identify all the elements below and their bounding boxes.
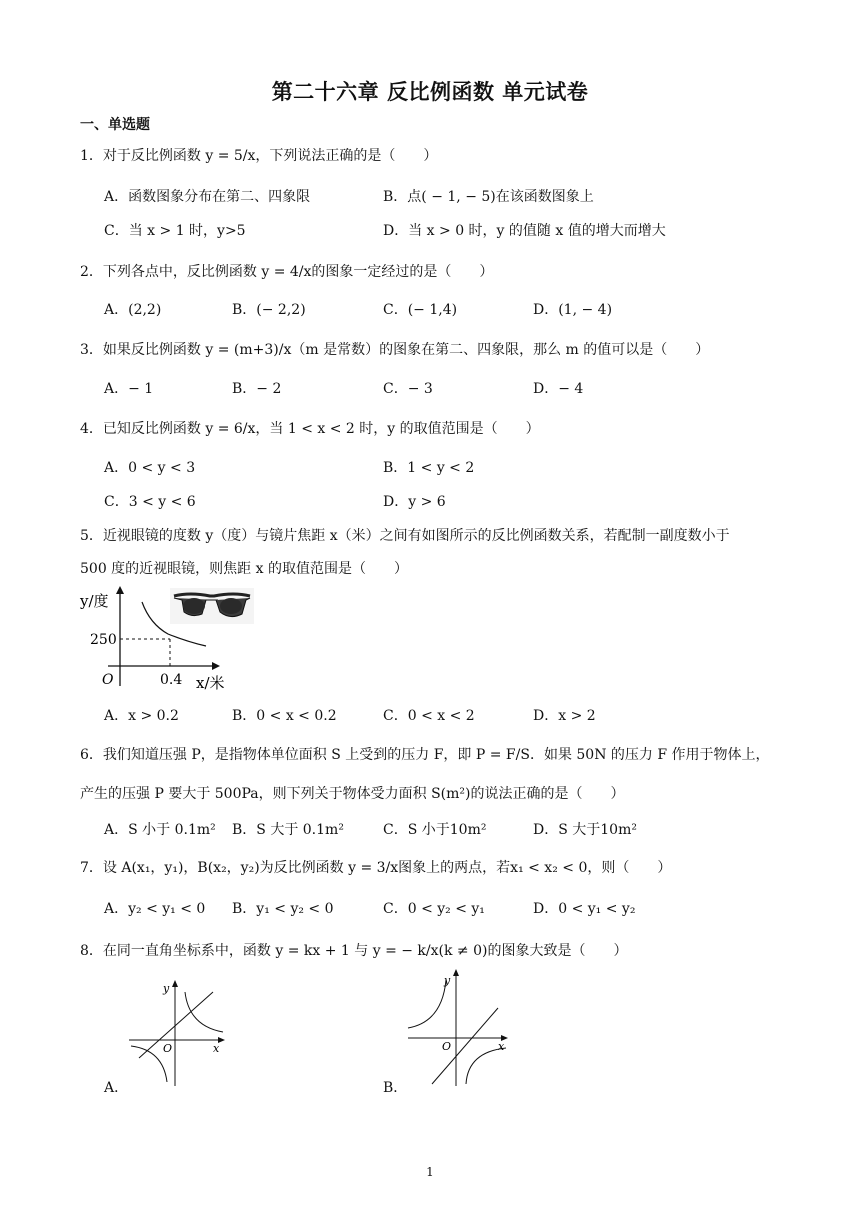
q4-option-a: A．0 < y < 3	[104, 460, 196, 476]
q4-option-d: D．y > 6	[383, 494, 446, 510]
q2-option-a: A．(2,2)	[104, 302, 162, 318]
q6-option-b: B．S 大于 0.1m²	[232, 822, 344, 838]
q5-option-b: B．0 < x < 0.2	[232, 708, 337, 724]
graph-a-y-label: y	[163, 982, 170, 995]
section-heading: 一、单选题	[80, 117, 150, 133]
sunglasses-image	[170, 588, 254, 624]
graph-a-origin: O	[163, 1042, 173, 1055]
q7-option-b: B．y₁ < y₂ < 0	[232, 901, 334, 917]
question-4-stem: 4．已知反比例函数 y = 6/x，当 1 < x < 2 时，y 的取值范围是（ ）	[80, 421, 540, 437]
page-number: 1	[426, 1165, 434, 1179]
q3-option-a: A．− 1	[104, 381, 154, 397]
q5-option-c: C．0 < x < 2	[383, 708, 475, 724]
q5-xtick: 0.4	[160, 672, 183, 688]
q7-option-a: A．y₂ < y₁ < 0	[104, 901, 206, 917]
q5-ytick: 250	[90, 632, 117, 648]
q2-option-c: C．(− 1,4)	[383, 302, 458, 318]
graph-b-x-label: x	[498, 1040, 505, 1053]
question-1-stem: 1．对于反比例函数 y = 5/x，下列说法正确的是（ ）	[80, 148, 438, 164]
q4-option-c: C．3 < y < 6	[104, 494, 196, 510]
q8-graph-a	[125, 978, 231, 1090]
question-7-stem: 7．设 A(x₁，y₁)，B(x₂，y₂)为反比例函数 y = 3/x图象上的两点，若x₁ < x₂ < 0，则（ ）	[80, 860, 672, 876]
q2-option-b: B．(− 2,2)	[232, 302, 306, 318]
q8-graph-b	[404, 966, 516, 1090]
q5-option-d: D．x > 2	[533, 708, 596, 724]
question-5-stem: 5．近视眼镜的度数 y（度）与镜片焦距 x（米）之间有如图所示的反比例函数关系，若配制一副度数小于	[80, 528, 730, 544]
q8-option-b: B．	[383, 1080, 408, 1096]
question-8-stem: 8．在同一直角坐标系中，函数 y = kx + 1 与 y = − k/x(k ≠ 0)的图象大致是（ ）	[80, 943, 628, 959]
q7-option-c: C．0 < y₂ < y₁	[383, 901, 485, 917]
q3-option-b: B．− 2	[232, 381, 282, 397]
graph-b-origin: O	[442, 1040, 452, 1053]
q5-ylabel: y/度	[80, 592, 109, 610]
page-title: 第二十六章 反比例函数 单元试卷	[271, 80, 589, 104]
q2-option-d: D．(1, − 4)	[533, 302, 613, 318]
q7-option-d: D．0 < y₁ < y₂	[533, 901, 636, 917]
q1-option-a: A．函数图象分布在第二、四象限	[104, 189, 311, 205]
q5-origin: O	[102, 672, 114, 688]
q5-xlabel: x/米	[196, 674, 225, 692]
q6-option-a: A．S 小于 0.1m²	[104, 822, 216, 838]
question-5-stem-line2: 500 度的近视眼镜，则焦距 x 的取值范围是（ ）	[80, 561, 408, 577]
question-2-stem: 2．下列各点中，反比例函数 y = 4/x的图象一定经过的是（ ）	[80, 264, 494, 280]
q5-option-a: A．x > 0.2	[104, 708, 179, 724]
question-6-stem-line2: 产生的压强 P 要大于 500Pa，则下列关于物体受力面积 S(m²)的说法正确的是（ ）	[80, 786, 625, 802]
q6-option-c: C．S 小于10m²	[383, 822, 487, 838]
q8-option-a: A．	[104, 1080, 129, 1096]
question-6-stem: 6．我们知道压强 P，是指物体单位面积 S 上受到的压力 F，即 P = F/S．如果 50N 的压力 F 作用于物体上，	[80, 747, 770, 763]
graph-b-y-label: y	[444, 974, 451, 987]
q3-option-d: D．− 4	[533, 381, 584, 397]
q1-option-c: C．当 x > 1 时，y>5	[104, 223, 246, 239]
graph-a-x-label: x	[213, 1042, 220, 1055]
q3-option-c: C．− 3	[383, 381, 433, 397]
question-3-stem: 3．如果反比例函数 y = (m+3)/x（m 是常数）的图象在第二、四象限，那么 m 的值可以是（ ）	[80, 342, 710, 358]
q6-option-d: D．S 大于10m²	[533, 822, 637, 838]
q1-option-b: B．点( − 1, − 5)在该函数图象上	[383, 189, 594, 205]
q1-option-d: D．当 x > 0 时，y 的值随 x 值的增大而增大	[383, 223, 666, 239]
q4-option-b: B．1 < y < 2	[383, 460, 475, 476]
